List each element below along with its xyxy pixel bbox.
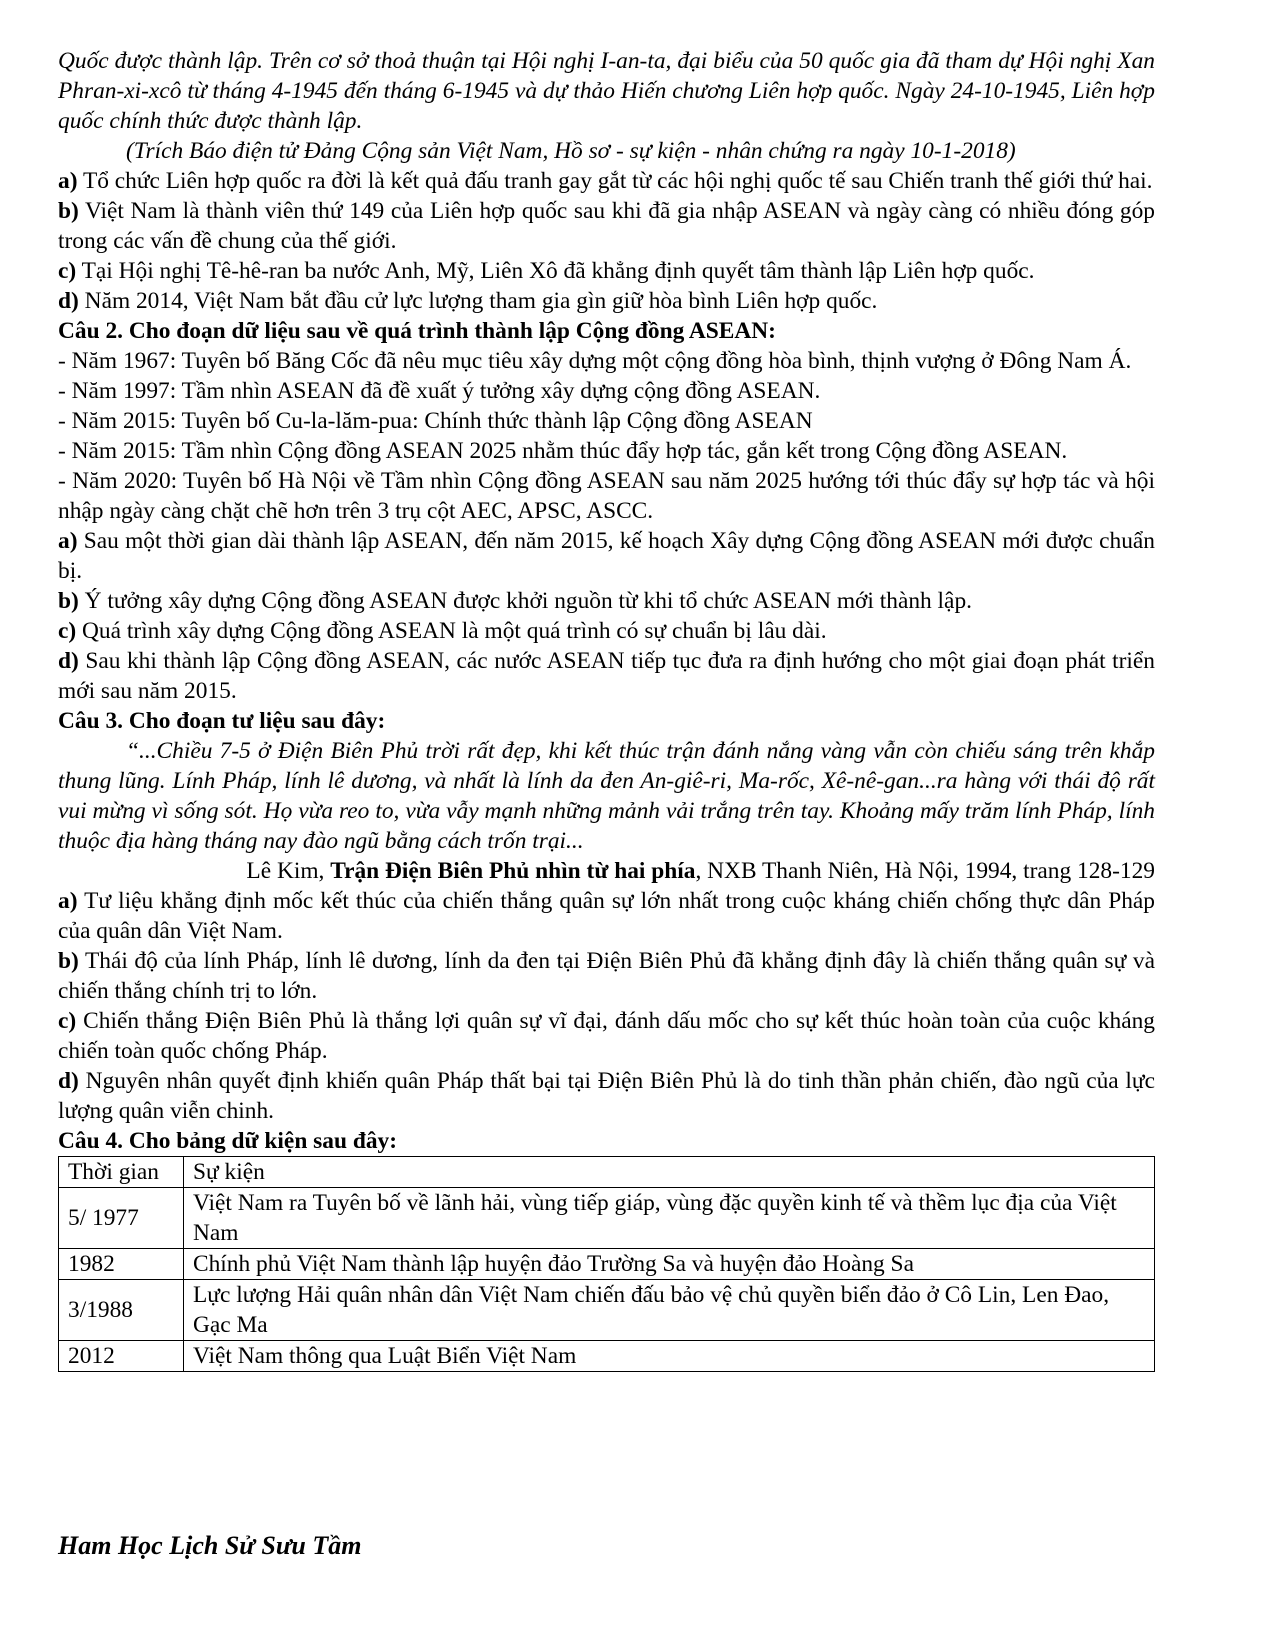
table-row: [59, 1249, 1155, 1280]
statement-text: Tổ chức Liên hợp quốc ra đời là kết quả đấu tranh gay gắt từ các hội nghị quốc tế sau Chiến tranh thế giới thứ hai.: [82, 168, 1153, 194]
q3-citation: [58, 856, 1155, 886]
table-row: [59, 1341, 1155, 1372]
q2-statement-c: [58, 616, 1155, 646]
footer-credit: Ham Học Lịch Sử Sưu Tầm: [58, 1531, 362, 1560]
statement-letter: c): [58, 1008, 77, 1034]
statement-text: Thái độ của lính Pháp, lính lê dương, lính da đen tại Điện Biên Phủ đã khẳng định đây là chiến thắng quân sự và chiến thắng chính trị to lớn.: [58, 948, 1155, 1004]
statement-text: Chiến thắng Điện Biên Phủ là thắng lợi quân sự vĩ đại, đánh dấu mốc cho sự kết thúc hoàn toàn của cuộc kháng chiến toàn quốc chống Pháp.: [58, 1008, 1155, 1064]
q2-item: - Năm 2015: Tuyên bố Cu-la-lăm-pua: Chính thức thành lập Cộng đồng ASEAN: [58, 408, 813, 434]
q3-heading: Câu 3. Cho đoạn tư liệu sau đây:: [58, 708, 386, 734]
statement-letter: b): [58, 198, 79, 224]
q1-statement-d: [58, 286, 1155, 316]
q3-statement-b: [58, 946, 1155, 1006]
statement-letter: d): [58, 288, 79, 314]
q3-statement-a: [58, 886, 1155, 946]
statement-letter: d): [58, 648, 79, 674]
q2-item: - Năm 2020: Tuyên bố Hà Nội về Tầm nhìn Cộng đồng ASEAN sau năm 2025 hướng tới thúc đẩy sự hợp tác và hội nhập ngày càng chặt chẽ hơn trên 3 trụ cột AEC, APSC, ASCC.: [58, 468, 1155, 524]
q2-item: - Năm 1997: Tầm nhìn ASEAN đã đề xuất ý tưởng xây dựng cộng đồng ASEAN.: [58, 378, 821, 404]
statement-text: Tư liệu khẳng định mốc kết thúc của chiến thắng quân sự lớn nhất trong cuộc kháng chiến chống thực dân Pháp của quân dân Việt Nam.: [58, 888, 1155, 944]
q3-quote: “...Chiều 7-5 ở Điện Biên Phủ trời rất đẹp, khi kết thúc trận đánh nắng vàng vẫn còn chiếu sáng trên khắp thung lũng. Lính Pháp, lính lê dương, và nhất là lính da đen An-giê-ri, Ma-rốc, Xê-nê-gan...ra hàng với thái độ rất vui mừng vì sống sót. Họ vừa reo to, vừa vẫy mạnh những mảnh vải trắng trên tay. Khoảng mấy trăm lính Pháp, lính thuộc địa hàng tháng nay đào ngũ bằng cách trốn trại...: [58, 738, 1155, 854]
statement-text: Ý tưởng xây dựng Cộng đồng ASEAN được khởi nguồn từ khi tổ chức ASEAN mới thành lập.: [84, 588, 972, 614]
intro-source: (Trích Báo điện tử Đảng Cộng sản Việt Nam, Hồ sơ - sự kiện - nhân chứng ra ngày 10-1-2018): [126, 138, 1016, 164]
events-table: [58, 1156, 1155, 1372]
table-header-cell: Sự kiện: [184, 1157, 1155, 1188]
q3-statement-d: [58, 1066, 1155, 1126]
table-cell-event: Lực lượng Hải quân nhân dân Việt Nam chiến đấu bảo vệ chủ quyền biển đảo ở Cô Lin, Len Đao, Gạc Ma: [184, 1280, 1155, 1341]
statement-letter: a): [58, 528, 78, 554]
table-cell-time: 1982: [59, 1249, 184, 1280]
table-cell-event: Việt Nam thông qua Luật Biển Việt Nam: [184, 1341, 1155, 1372]
statement-text: Quá trình xây dựng Cộng đồng ASEAN là một quá trình có sự chuẩn bị lâu dài.: [82, 618, 827, 644]
table-row: [59, 1280, 1155, 1341]
q2-statement-a: [58, 526, 1155, 586]
statement-letter: a): [58, 888, 78, 914]
citation-title: Trận Điện Biên Phủ nhìn từ hai phía: [330, 858, 696, 884]
q2-item: - Năm 1967: Tuyên bố Băng Cốc đã nêu mục tiêu xây dựng một cộng đồng hòa bình, thịnh vượng ở Đông Nam Á.: [58, 348, 1132, 374]
table-cell-event: Việt Nam ra Tuyên bố về lãnh hải, vùng tiếp giáp, vùng đặc quyền kinh tế và thềm lục địa của Việt Nam: [184, 1188, 1155, 1249]
table-header-row: [59, 1157, 1155, 1188]
statement-letter: b): [58, 588, 79, 614]
statement-letter: c): [58, 258, 77, 284]
table-cell-time: 2012: [59, 1341, 184, 1372]
citation-details: , NXB Thanh Niên, Hà Nội, 1994, trang 128-129: [695, 858, 1155, 884]
table-cell-time: 5/ 1977: [59, 1188, 184, 1249]
q1-statement-a: [58, 166, 1155, 196]
statement-text: Sau một thời gian dài thành lập ASEAN, đến năm 2015, kế hoạch Xây dựng Cộng đồng ASEAN mới được chuẩn bị.: [58, 528, 1155, 584]
statement-letter: c): [58, 618, 77, 644]
statement-text: Năm 2014, Việt Nam bắt đầu cử lực lượng tham gia gìn giữ hòa bình Liên hợp quốc.: [84, 288, 878, 314]
table-cell-time: 3/1988: [59, 1280, 184, 1341]
statement-letter: a): [58, 168, 78, 194]
q2-statement-d: [58, 646, 1155, 706]
q3-statement-c: [58, 1006, 1155, 1066]
q2-item: - Năm 2015: Tầm nhìn Cộng đồng ASEAN 2025 nhằm thúc đẩy hợp tác, gắn kết trong Cộng đồng ASEAN.: [58, 438, 1068, 464]
table-header-cell: Thời gian: [59, 1157, 184, 1188]
statement-text: Sau khi thành lập Cộng đồng ASEAN, các nước ASEAN tiếp tục đưa ra định hướng cho một giai đoạn phát triển mới sau năm 2015.: [58, 648, 1155, 704]
intro-passage: Quốc được thành lập. Trên cơ sở thoả thuận tại Hội nghị I-an-ta, đại biểu của 50 quốc gia đã tham dự Hội nghị Xan Phran-xi-xcô từ tháng 4-1945 đến tháng 6-1945 và dự thảo Hiến chương Liên hợp quốc. Ngày 24-10-1945, Liên hợp quốc chính thức được thành lập.: [58, 48, 1155, 134]
q1-statement-c: [58, 256, 1155, 286]
statement-text: Nguyên nhân quyết định khiến quân Pháp thất bại tại Điện Biên Phủ là do tinh thần phản chiến, đào ngũ của lực lượng quân viễn chinh.: [58, 1068, 1155, 1124]
table-cell-event: Chính phủ Việt Nam thành lập huyện đảo Trường Sa và huyện đảo Hoàng Sa: [184, 1249, 1155, 1280]
citation-author: Lê Kim,: [246, 858, 331, 884]
q2-heading: Câu 2. Cho đoạn dữ liệu sau về quá trình thành lập Cộng đồng ASEAN:: [58, 318, 776, 344]
q4-heading: Câu 4. Cho bảng dữ kiện sau đây:: [58, 1128, 398, 1154]
statement-text: Tại Hội nghị Tê-hê-ran ba nước Anh, Mỹ, Liên Xô đã khẳng định quyết tâm thành lập Liên hợp quốc.: [81, 258, 1035, 284]
q1-statement-b: [58, 196, 1155, 256]
statement-letter: b): [58, 948, 79, 974]
table-row: [59, 1188, 1155, 1249]
statement-letter: d): [58, 1068, 79, 1094]
q2-statement-b: [58, 586, 1155, 616]
statement-text: Việt Nam là thành viên thứ 149 của Liên hợp quốc sau khi đã gia nhập ASEAN và ngày càng có nhiều đóng góp trong các vấn đề chung của thế giới.: [58, 198, 1155, 254]
